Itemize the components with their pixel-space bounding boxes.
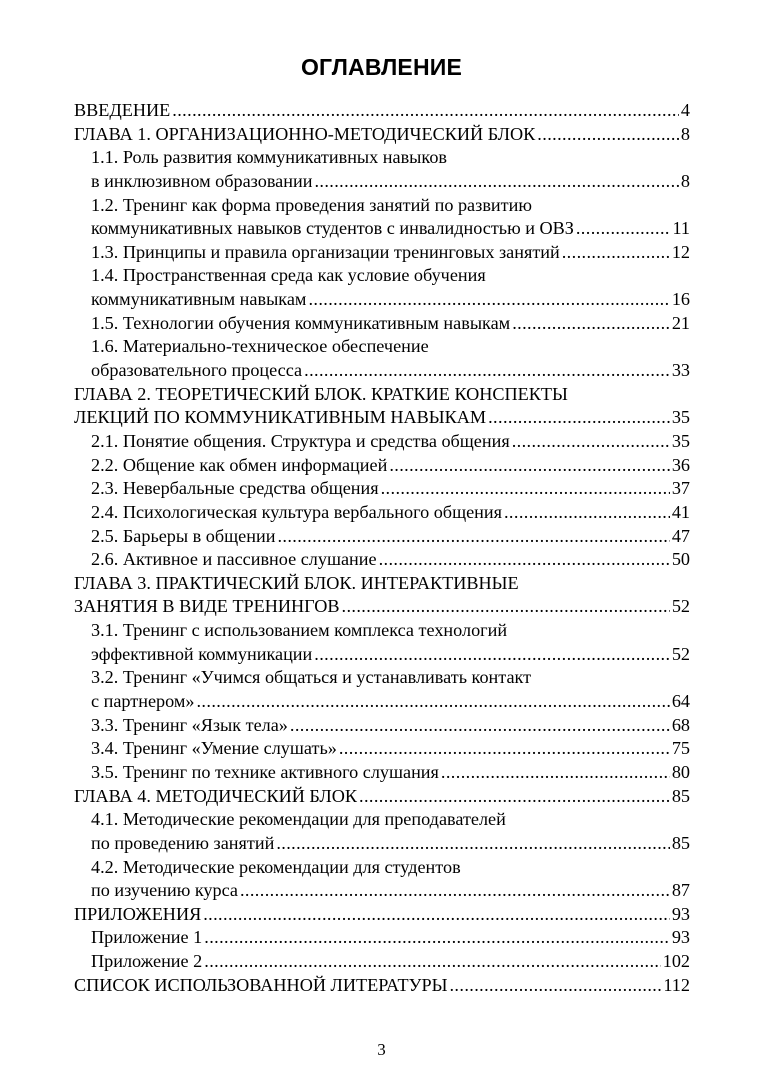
toc-entry-title: 4.1. Методические рекомендации для преподавателей [91,809,506,830]
toc-entry-title: 1.6. Материально-техническое обеспечение [91,336,429,357]
toc-entry-title: 1.1. Роль развития коммуникативных навыков [91,147,447,168]
toc-entry-title: Приложение 2 [91,951,203,972]
toc-line [74,619,690,643]
dot-leader [441,761,670,785]
toc-section-entry [74,454,690,478]
dot-leader [379,548,670,572]
toc-page-number: 8 [680,170,690,191]
toc-line [74,241,690,265]
toc-line [74,170,690,194]
dot-leader [359,785,670,809]
dot-leader [314,643,670,667]
toc-line [74,737,690,761]
toc-entry-title: 2.6. Активное и пассивное слушание [91,549,377,570]
toc-chapter-entry [74,123,690,147]
dot-leader [204,950,660,974]
toc-section-entry [74,856,690,903]
toc-line [74,714,690,738]
dot-leader [537,123,679,147]
toc-page-number: 12 [671,241,690,262]
toc-entry-title: образовательного процесса [91,360,303,381]
toc-line [74,974,690,998]
toc-line [74,950,690,974]
toc-line [74,643,690,667]
toc-line [74,146,690,170]
toc-line [74,359,690,383]
toc-page-number: 8 [680,123,690,144]
table-of-contents [74,99,690,997]
toc-line [74,501,690,525]
toc-section-entry [74,264,690,311]
toc-entry-title: 3.5. Тренинг по технике активного слушания [91,761,439,782]
toc-page-number: 68 [671,714,690,735]
toc-entry-title: ПРИЛОЖЕНИЯ [74,903,202,924]
toc-entry-title: 2.1. Понятие общения. Структура и средства общения [91,430,510,451]
toc-section-entry [74,241,690,265]
dot-leader [339,737,670,761]
toc-line [74,477,690,501]
toc-page-number: 4 [680,100,690,120]
toc-section-entry [74,926,690,950]
toc-entry-title: коммуникативным навыкам [91,289,307,310]
toc-chapter-entry [74,99,690,123]
toc-line [74,312,690,336]
toc-entry-title: 2.4. Психологическая культура вербального общения [91,501,502,522]
toc-entry-title: по изучению курса [91,880,238,901]
toc-line [74,194,690,218]
toc-entry-title: ГЛАВА 3. ПРАКТИЧЕСКИЙ БЛОК. ИНТЕРАКТИВНЫЕ [74,572,519,593]
dot-leader [449,974,661,998]
dot-leader [314,170,678,194]
dot-leader [276,832,670,856]
toc-line [74,926,690,950]
toc-page-number: 33 [671,360,690,381]
toc-page-number: 112 [663,974,690,995]
toc-section-entry [74,808,690,855]
toc-entry-title: эффективной коммуникации [91,643,313,664]
toc-page-number: 102 [662,951,690,972]
toc-section-entry [74,194,690,241]
page-title: ОГЛАВЛЕНИЕ [300,54,463,80]
toc-section-entry [74,714,690,738]
toc-page-number: 85 [671,785,690,806]
toc-page-number: 87 [671,880,690,901]
toc-entry-title: ГЛАВА 2. ТЕОРЕТИЧЕСКИЙ БЛОК. КРАТКИЕ КОНСПЕКТЫ [74,383,568,404]
toc-entry-title: по проведению занятий [91,832,275,853]
toc-page-number: 64 [671,691,690,712]
toc-line [74,785,690,809]
toc-entry-title: ЛЕКЦИЙ ПО КОММУНИКАТИВНЫМ НАВЫКАМ [74,407,487,428]
toc-line [74,879,690,903]
toc-entry-title: 1.2. Тренинг как форма проведения занятий по развитию [91,194,532,215]
toc-section-entry [74,430,690,454]
toc-page-number: 75 [671,738,690,759]
toc-section-entry [74,146,690,193]
toc-line [74,264,690,288]
toc-section-entry [74,312,690,336]
toc-page-number: 52 [671,643,690,664]
toc-section-entry [74,335,690,382]
toc-chapter-entry [74,572,690,619]
toc-page-number: 93 [671,903,690,924]
toc-entry-title: 3.2. Тренинг «Учимся общаться и устанавливать контакт [91,667,532,688]
toc-line [74,856,690,880]
toc-page-number: 35 [671,407,690,428]
toc-section-entry [74,761,690,785]
toc-section-entry [74,477,690,501]
toc-entry-title: 3.4. Тренинг «Умение слушать» [91,738,337,759]
toc-line [74,572,690,596]
toc-entry-title: ГЛАВА 4. МЕТОДИЧЕСКИЙ БЛОК [74,785,357,806]
toc-entry-title: Приложение 1 [91,927,203,948]
toc-entry-title: с партнером» [91,691,195,712]
toc-chapter-entry [74,903,690,927]
dot-leader [277,525,669,549]
toc-page-number: 35 [671,430,690,451]
toc-line [74,430,690,454]
dot-leader [196,690,669,714]
toc-line [74,217,690,241]
dot-leader [204,926,670,950]
toc-entry-title: СПИСОК ИСПОЛЬЗОВАННОЙ ЛИТЕРАТУРЫ [74,974,448,995]
toc-page-number: 52 [671,596,690,617]
toc-page-number: 36 [671,454,690,475]
dot-leader [240,879,670,903]
toc-line [74,123,690,147]
dot-leader [504,501,670,525]
dot-leader [342,595,670,619]
toc-entry-title: ГЛАВА 1. ОРГАНИЗАЦИОННО-МЕТОДИЧЕСКИЙ БЛОК [74,123,536,144]
dot-leader [290,714,670,738]
toc-page-number: 11 [672,218,690,239]
toc-line [74,595,690,619]
toc-entry-title: ВВЕДЕНИЕ [74,100,171,120]
dot-leader [488,406,670,430]
toc-line [74,903,690,927]
toc-entry-title: коммуникативных навыков студентов с инвалидностью и ОВЗ [91,218,574,239]
toc-section-entry [74,501,690,525]
toc-entry-title: 3.3. Тренинг «Язык тела» [91,714,288,735]
dot-leader [512,312,670,336]
dot-leader [308,288,669,312]
toc-section-entry [74,666,690,713]
toc-entry-title: 4.2. Методические рекомендации для студентов [91,856,461,877]
toc-page-number: 50 [671,549,690,570]
toc-chapter-entry [74,383,690,430]
toc-section-entry [74,548,690,572]
toc-page-number: 21 [671,312,690,333]
toc-entry-title: 1.4. Пространственная среда как условие обучения [91,265,486,286]
toc-section-entry [74,737,690,761]
toc-page-number: 93 [671,927,690,948]
toc-line [74,525,690,549]
toc-chapter-entry [74,785,690,809]
dot-leader [389,454,669,478]
toc-line [74,690,690,714]
toc-entry-title: в инклюзивном образовании [91,170,313,191]
toc-line [74,832,690,856]
toc-page-number: 85 [671,832,690,853]
dot-leader [381,477,670,501]
toc-line [74,761,690,785]
toc-entry-title: 2.2. Общение как обмен информацией [91,454,388,475]
toc-entry-title: 1.5. Технологии обучения коммуникативным навыкам [91,312,511,333]
toc-page-number: 47 [671,525,690,546]
toc-entry-title: 2.3. Невербальные средства общения [91,478,379,499]
dot-leader [203,903,670,927]
toc-line [74,383,690,407]
toc-entry-title: 2.5. Барьеры в общении [91,525,276,546]
toc-line [74,99,690,123]
toc-entry-title: ЗАНЯТИЯ В ВИДЕ ТРЕНИНГОВ [74,596,340,617]
toc-line [74,548,690,572]
toc-line [74,335,690,359]
toc-line [74,288,690,312]
toc-page-number: 16 [671,289,690,310]
toc-page-number: 37 [671,478,690,499]
toc-line [74,454,690,478]
toc-line [74,808,690,832]
toc-chapter-entry [74,974,690,998]
toc-section-entry [74,950,690,974]
toc-section-entry [74,525,690,549]
dot-leader [304,359,670,383]
page-number: 3 [377,1040,386,1059]
dot-leader [562,241,670,265]
toc-entry-title: 1.3. Принципы и правила организации тренинговых занятий [91,241,560,262]
toc-page-number: 80 [671,761,690,782]
dot-leader [172,99,679,123]
toc-line [74,406,690,430]
dot-leader [576,217,671,241]
toc-entry-title: 3.1. Тренинг с использованием комплекса технологий [91,620,508,641]
dot-leader [512,430,670,454]
toc-page-number: 41 [671,501,690,522]
toc-line [74,666,690,690]
toc-section-entry [74,619,690,666]
